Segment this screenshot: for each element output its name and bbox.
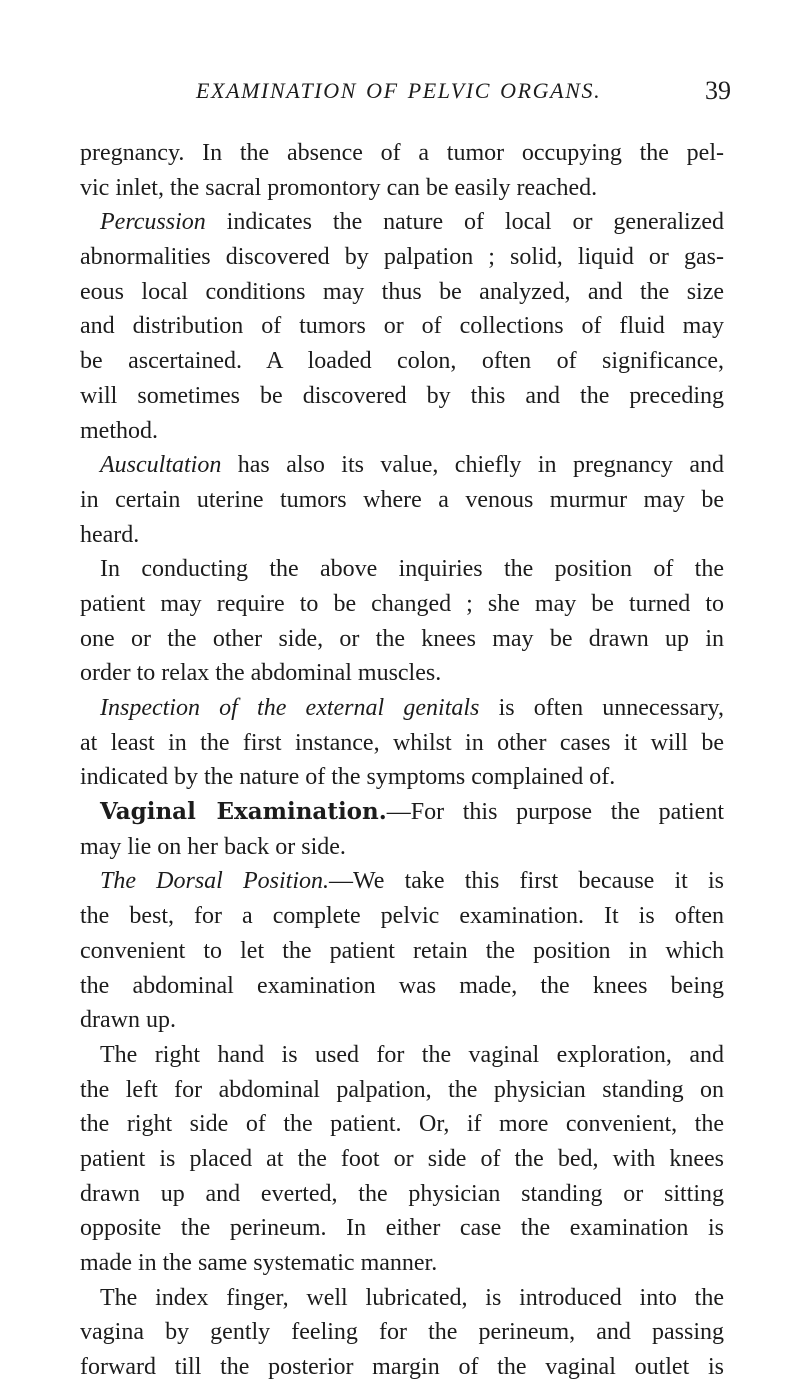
text-line: heard.	[80, 521, 140, 548]
text-line: vagina by gently feeling for the perineum, and passing	[80, 1319, 724, 1346]
page-number: 39	[705, 76, 731, 105]
text-line: made in the same systematic manner.	[80, 1250, 438, 1276]
running-head	[0, 78, 801, 118]
text-line: Inspection of the external genitals is often unnecessary,	[100, 695, 724, 721]
text-line: vic inlet, the sacral promontory can be easily reached.	[80, 174, 598, 201]
run-in-heading-auscultation: Auscultation	[100, 452, 222, 479]
text-line: at least in the first instance, whilst in other cases it will be	[80, 729, 724, 756]
page-body	[80, 136, 724, 1385]
text-line: drawn up.	[80, 1007, 176, 1034]
text-line: pregnancy. In the absence of a tumor occupying the pel-	[80, 140, 724, 166]
text-line: the abdominal examination was made, the knees being	[80, 972, 724, 999]
text-line: Vaginal Examination.—For this purpose the patient	[100, 798, 724, 826]
text-line: method.	[80, 417, 158, 444]
text-line: will sometimes be discovered by this and the preceding	[80, 382, 724, 409]
section-heading-vaginal-examination: Vaginal Examination.	[100, 798, 387, 826]
text-line: The right hand is used for the vaginal exploration, and	[100, 1041, 724, 1068]
text-line: In conducting the above inquiries the position of the	[100, 556, 724, 583]
text-line: Auscultation has also its value, chiefly in pregnancy and	[100, 452, 724, 479]
run-in-heading-percussion: Percussion	[100, 209, 206, 236]
text-line: patient is placed at the foot or side of the bed, with knees	[80, 1145, 724, 1172]
text-line: one or the other side, or the knees may be drawn up in	[80, 625, 724, 652]
text-line: Percussion indicates the nature of local or generalized	[100, 209, 724, 236]
text-line: The index finger, well lubricated, is introduced into the	[100, 1284, 724, 1311]
text-line: order to relax the abdominal muscles.	[80, 660, 442, 687]
text-line: drawn up and everted, the physician standing or sitting	[80, 1180, 724, 1207]
text-line: be ascertained. A loaded colon, often of significance,	[80, 348, 724, 375]
text-line: indicated by the nature of the symptoms complained of.	[80, 764, 616, 791]
text-line: patient may require to be changed ; she may be turned to	[80, 590, 724, 617]
text-line: convenient to let the patient retain the position in which	[80, 937, 724, 964]
running-title: EXAMINATION OF PELVIC ORGANS.	[196, 78, 602, 103]
text-line: eous local conditions may thus be analyzed, and the size	[80, 278, 724, 305]
text-line: opposite the perineum. In either case the examination is	[80, 1215, 724, 1242]
text-line: in certain uterine tumors where a venous murmur may be	[80, 486, 724, 513]
text-line: may lie on her back or side.	[80, 833, 346, 860]
text-line: the right side of the patient. Or, if more convenient, the	[80, 1111, 724, 1138]
text-line: the best, for a complete pelvic examination. It is often	[80, 903, 724, 930]
text-line: abnormalities discovered by palpation ; solid, liquid or gas-	[80, 244, 724, 271]
text-line: The Dorsal Position.—We take this first because it is	[100, 868, 724, 895]
text-line: forward till the posterior margin of the vaginal outlet is	[80, 1354, 724, 1381]
text-line: and distribution of tumors or of collections of fluid may	[80, 313, 724, 340]
run-in-heading-inspection: Inspection of the external genitals	[100, 695, 480, 721]
run-in-heading-dorsal-position: The Dorsal Position.	[100, 868, 330, 895]
text-line: the left for abdominal palpation, the physician standing on	[80, 1076, 724, 1103]
